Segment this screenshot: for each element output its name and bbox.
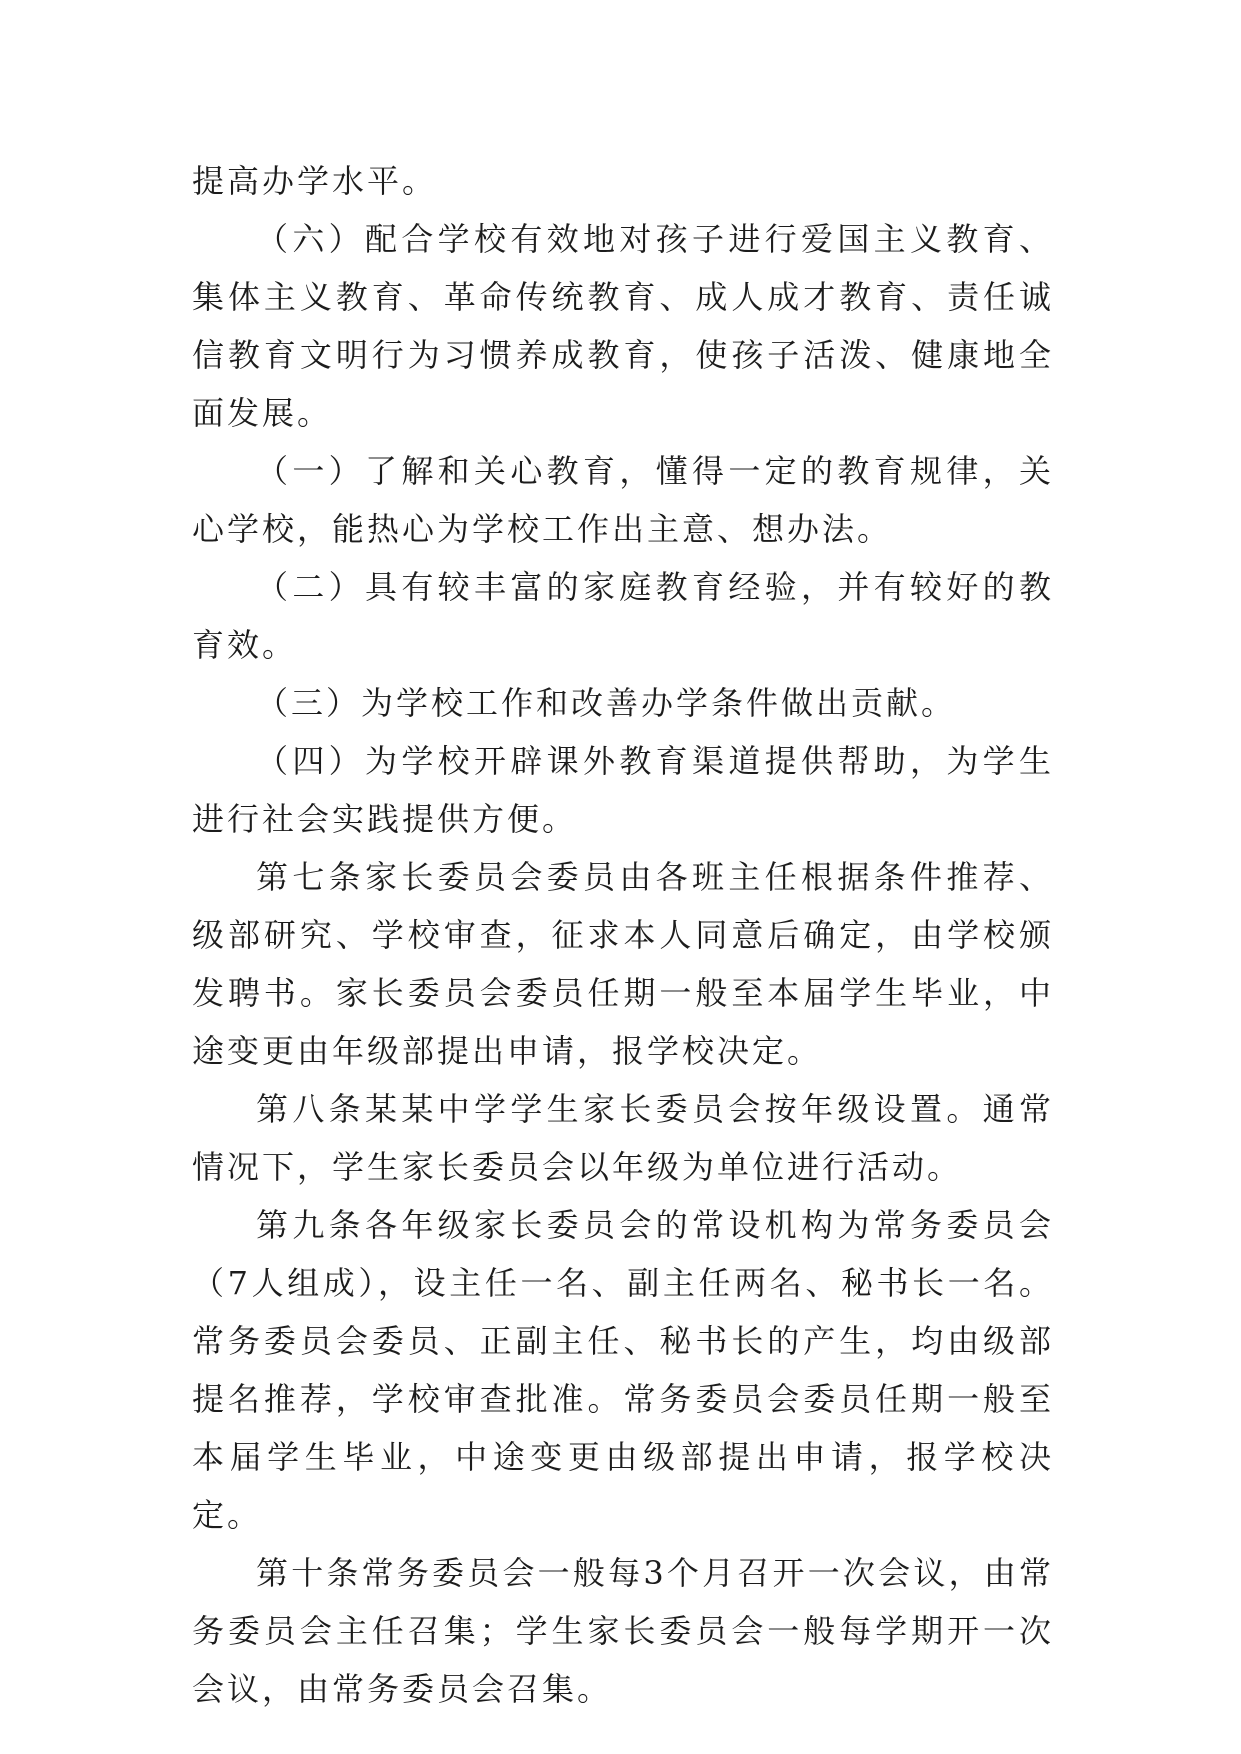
paragraph-6: （四）为学校开辟课外教育渠道提供帮助，为学生进行社会实践提供方便。 [192, 742, 1054, 838]
document-body [192, 152, 1054, 1718]
paragraph-9: 第九条各年级家长委员会的常设机构为常务委员会（7人组成），设主任一名、副主任两名、秘书长一名。常务委员会委员、正副主任、秘书长的产生，均由级部提名推荐，学校审查批准。常务委员会委员任期一般至本届学生毕业，中途变更由级部提出申请，报学校决定。 [192, 1206, 1054, 1534]
paragraph-7: 第七条家长委员会委员由各班主任根据条件推荐、级部研究、学校审查，征求本人同意后确定，由学校颁发聘书。家长委员会委员任期一般至本届学生毕业，中途变更由年级部提出申请，报学校决定。 [192, 858, 1054, 1070]
paragraph-10: 第十条常务委员会一般每3个月召开一次会议，由常务委员会主任召集；学生家长委员会一般每学期开一次会议，由常务委员会召集。 [192, 1554, 1054, 1708]
paragraph-8: 第八条某某中学学生家长委员会按年级设置。通常情况下，学生家长委员会以年级为单位进行活动。 [192, 1090, 1054, 1186]
paragraph-1: 提高办学水平。 [192, 162, 438, 200]
paragraph-3: （一）了解和关心教育，懂得一定的教育规律，关心学校，能热心为学校工作出主意、想办法。 [192, 452, 1054, 548]
paragraph-5: （三）为学校工作和改善办学条件做出贡献。 [256, 684, 957, 722]
paragraph-2: （六）配合学校有效地对孩子进行爱国主义教育、集体主义教育、革命传统教育、成人成才教育、责任诚信教育文明行为习惯养成教育，使孩子活泼、健康地全面发展。 [192, 220, 1054, 432]
paragraph-4: （二）具有较丰富的家庭教育经验，并有较好的教育效。 [192, 568, 1054, 664]
